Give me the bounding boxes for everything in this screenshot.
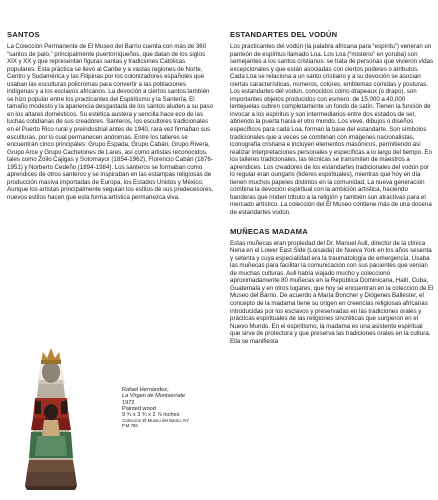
santos-section [7, 30, 214, 201]
caption-dimensions: 9 ¾ x 3 ¾ x 2 ⅞ inches [122, 412, 180, 419]
munecas-body: Estas muñecas eran propiedad del Dr. Manuel Aull, director de la clínica Nena en el Lower East Side (Loisaida) de Nueva York en los años sesenta y setenta y cuya especialidad era la traumatología de emergencia. Usaba las muñecas para facilitar la comunicación con sus pacientes que venían de muchas culturas. Aull había viajado mucho y coleccionó aproximadamente 80 muñecas en la República Dominicana, Haití, Cuba, Guatemala y en otros lugares, que hoy se encuentran en la colección de El Museo del Barrio. De acuerdo a María Boncher y Diógenes Ballester, el concepto de la madama tiene su origen en creencias religiosas africanas introducidas por los esclavos y preservadas en las tradiciones orales y prácticas espirituales de las religiones sincréticas que surgieron en el Nuevo Mundo. En el espiritismo, la madama es una asistente espiritual que sirve de protectora y que preserva las tradiciones orales en la cultura. Ella se manifiesta [230, 239, 434, 345]
santos-heading: SANTOS [7, 30, 40, 39]
caption-medium: Painted wood [122, 405, 156, 412]
caption-title: La Virgen de Montserrate [122, 393, 186, 400]
right-column [230, 30, 434, 345]
estandartes-section [230, 30, 434, 217]
virgen-de-montserrate-statue-photo [17, 340, 85, 492]
munecas-heading: MUÑECAS MADAMA [230, 226, 308, 236]
santos-body: La Colección Permanente de El Museo del Barrio cuenta con más de 360 “santos de palo,” principalmente puertorriqueños, que datan de los siglos XIX y XX y que representan figuras santas y tradiciones Católicas populares. Esta práctica se llevó al Caribe y a vastas regiones de Norte, Centro y Sudamérica y las Filipinas por los colonizadores españoles que usaban las esculturas policromas para convertir a las poblaciones indígenas y a los esclavos africanos. La devoción a ciertos santos también se hizo popular entre los practicantes del Espiritismo y la Santería. El tamaño modesto y la apariencia desgastada de los santos aluden a su paso en los altares domésticos. Su estética austera y sencilla hace eco de las luchas cotidianas de sus creadores. Santeros, los escultores tradicionales en el Puerto Rico rural y preindustrial antes de 1940, rara vez firmaban sus esculturas, por lo cual permanecen anónimas. Entre los talleres se encuentran cinco principales: Grupo Espada, Grupo Cabán, Grupo Rivera, Grupo Arce y Grupo Cachetones de Lares, así como artistas reconocidos, tales como Zoilo Cajigas y Sotomayor (1854-1962), Florencio Cabán (1876-1951) y Norberto Cedeño (1894-1984). Los santeros se formaban como aprendices de otros santeros y se inspiraban en las estampas religiosas de producción masiva importadas de Europa, los Estados Unidos y México. Aunque los artistas principalmente seguían los estilos de sus predecesores, nuevos estilos hacen que esta forma artística permanezca viva. [7, 43, 214, 201]
left-column [7, 30, 214, 201]
artwork-figure [7, 340, 214, 492]
estandartes-body: Los practicantes del vodún (la palabra africana para “espíritu”) veneran un panteón de espíritus llamado Loa. Los Loa (“misterio” en yoruba) son semejantes a los santos cristianos: se trata de personas que vivieron vidas excepcionales y que están asociadas con ciertos poderes o atributos. Cada Loa se relaciona a un santo cristiano y a su devoción se asocian ciertas características, números, colores, emblemas comidas y posturas. Los estandartes del vodún, conocidos como drapeaux (o drapo), son importantes objetos producidos con esmero: de 15,000 a 40,000 lentejuelas cubren completamente un fondo de satín. Tienen la función de invocar a los espíritus y son intermediarios entre dos estados de ser, abriendo la puerta hacia el otro mundo. Los vevé, dibujos o diseños específicos para cada Loa, forman la base del estandarte. Son símbolos tradicionales que a veces se combinan con imágenes nacionalistas, iconografía cristiana e incluyen elementos masónicos, permitiendo así realizar interpretaciones personales y específicas a lo largo del tiempo. En los talleres tradicionales, las técnicas se transmiten de maestros a aprendices. Los creadores de los estandartes tradicionales del vodún por lo regular eran oungans (líderes espirituales), mientras que hoy en día tienen muchos papeles distintos en la comunidad. La nueva generación combina la devoción espiritual con la ambición artística, haciendo banderas que rinden tributo a la religión y también son atractivas para el mercado artístico. La colección del El Museo contiene más de una docena de estandartes vodún. [230, 43, 434, 217]
artwork-caption [122, 387, 217, 428]
caption-accession: P.M.786 [122, 423, 138, 429]
estandartes-heading: ESTANDARTES DEL VODÚN [230, 30, 338, 39]
munecas-section [230, 227, 434, 346]
caption-year: 1972 [122, 399, 135, 406]
caption-artist: Rafael Hernández, [122, 387, 169, 393]
caption-credit: Colección El Museo del Barrio, NY [122, 418, 190, 424]
